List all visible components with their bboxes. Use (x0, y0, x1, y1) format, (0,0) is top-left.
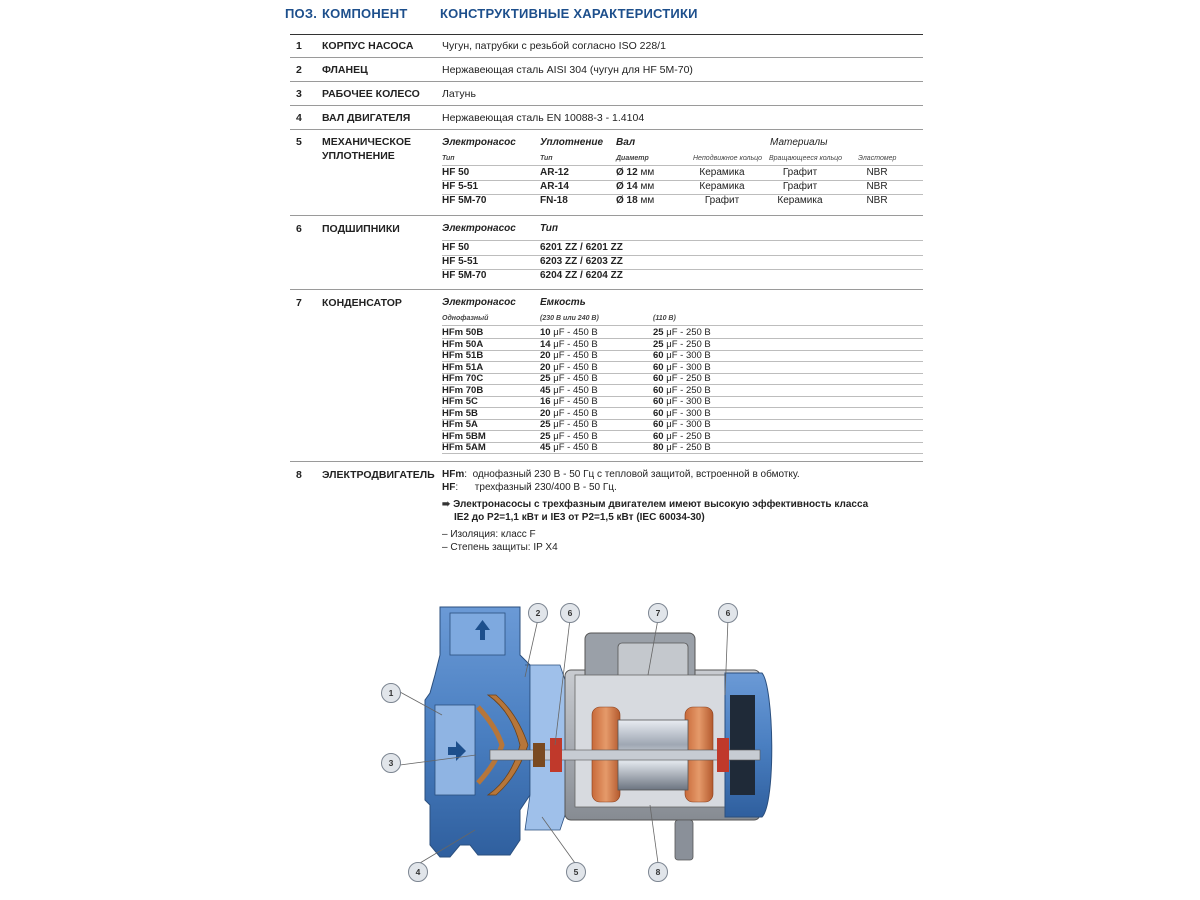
capacitor-table-divider (442, 325, 923, 326)
column-header-characteristics: КОНСТРУКТИВНЫЕ ХАРАКТЕРИСТИКИ (440, 6, 698, 21)
callout-6b: 6 (718, 603, 738, 623)
capacitor-row: HFm 5BM 25 μF - 450 В 60 μF - 250 В (442, 430, 711, 442)
arrow-icon: ➠ (442, 499, 451, 510)
mechanical-seal (533, 743, 545, 767)
callout-2: 2 (528, 603, 548, 623)
component-name: КОНДЕНСАТОР (322, 297, 402, 309)
column-header-pos: ПОЗ. (285, 6, 318, 21)
callout-5: 5 (566, 862, 586, 882)
capacitor-row: HFm 51B 20 μF - 450 В 60 μF - 300 В (442, 350, 711, 361)
seal-subheader-type: Тип (540, 155, 553, 162)
row-number: 8 (296, 469, 302, 481)
row-number: 3 (296, 88, 302, 100)
row-number: 5 (296, 136, 302, 148)
bearing-header-pump: Электронасос (442, 223, 516, 234)
seal-header-pump: Электронасос (442, 137, 516, 148)
motor-efficiency-note-line2: IE2 до P2=1,1 кВт и IE3 от P2=1,5 кВт (IEC 60034-30) (454, 512, 705, 523)
row-divider (290, 289, 923, 290)
capacitor-row: HFm 5A 25 μF - 450 В 60 μF - 300 В (442, 419, 711, 430)
row-number: 4 (296, 112, 302, 124)
pump-cross-section-diagram (370, 595, 810, 890)
row-divider (290, 129, 923, 130)
capacitor-header-pump: Электронасос (442, 297, 516, 308)
capacitor-row: HFm 51A 20 μF - 450 В 60 μF - 300 В (442, 361, 711, 373)
capacitor-row: HFm 70C 25 μF - 450 В 60 μF - 250 В (442, 373, 711, 384)
seal-subheader-type: Тип (442, 155, 455, 162)
seal-table-divider (442, 165, 923, 166)
row-divider (290, 105, 923, 106)
row-number: 6 (296, 223, 302, 235)
motor-insulation: – Изоляция: класс F (442, 529, 536, 540)
row-divider (290, 215, 923, 216)
component-name: ПОДШИПНИКИ (322, 223, 400, 235)
capacitor-subheader-single-phase: Однофазный (442, 315, 489, 322)
component-name-line1: МЕХАНИЧЕСКОЕ (322, 136, 412, 148)
capacitor-row: HFm 5B 20 μF - 450 В 60 μF - 300 В (442, 407, 711, 419)
seal-row: HF 5-51 AR-14 Ø 14 мм Керамика Графит NBR (442, 181, 888, 192)
motor-protection: – Степень защиты: IP X4 (442, 542, 558, 553)
row-divider (290, 81, 923, 82)
seal-row: HF 5M-70 FN-18 Ø 18 мм Графит Керамика NBR (442, 195, 888, 206)
component-name: ФЛАНЕЦ (322, 64, 368, 76)
row-number: 2 (296, 64, 302, 76)
seal-subheader-diameter: Диаметр (616, 155, 649, 162)
seal-subheader-elastomer: Эластомер (858, 155, 897, 162)
component-description: Нержавеющая сталь EN 10088-3 - 1.4104 (442, 112, 645, 124)
component-name: КОРПУС НАСОСА (322, 40, 414, 52)
capacitor-row: HFm 50A 14 μF - 450 В 25 μF - 250 В (442, 338, 711, 350)
callout-6a: 6 (560, 603, 580, 623)
capacitor-row: HFm 70B 45 μF - 450 В 60 μF - 250 В (442, 384, 711, 396)
component-description: Нержавеющая сталь AISI 304 (чугун для HF 5M-70) (442, 64, 693, 76)
column-header-component: КОМПОНЕНТ (322, 6, 408, 21)
bearing-row: HF 5M-70 6204 ZZ / 6204 ZZ (442, 270, 623, 281)
capacitor-row: HFm 5C 16 μF - 450 В 60 μF - 300 В (442, 396, 711, 407)
pump-body (425, 607, 530, 857)
component-description: Чугун, патрубки с резьбой согласно ISO 228/1 (442, 40, 666, 52)
capacitor-subheader-110v: (110 В) (653, 315, 676, 322)
header-divider (290, 34, 923, 35)
callout-1: 1 (381, 683, 401, 703)
row-divider (290, 57, 923, 58)
seal-header-shaft: Вал (616, 137, 636, 148)
bearing-rear (717, 738, 729, 772)
row-number: 1 (296, 40, 302, 52)
seal-subheader-fixed-ring: Неподвижное кольцо (693, 155, 763, 162)
component-description: Латунь (442, 88, 476, 100)
callout-8: 8 (648, 862, 668, 882)
callout-4: 4 (408, 862, 428, 882)
motor-efficiency-note: ➠ Электронасосы с трехфазным двигателем имеют высокую эффективность класса (442, 499, 869, 510)
row-divider (290, 461, 923, 462)
bearing-header-type: Тип (540, 223, 558, 234)
bearing-front (550, 738, 562, 772)
capacitor-header-capacity: Емкость (540, 297, 586, 308)
motor-line-single-phase: HFm: однофазный 230 В - 50 Гц с тепловой защитой, встроенной в обмотку. (442, 469, 800, 480)
callout-7: 7 (648, 603, 668, 623)
seal-header-materials: Материалы (770, 137, 828, 148)
bearing-table-divider (442, 240, 923, 241)
motor-line-three-phase: HF: трехфазный 230/400 В - 50 Гц. (442, 482, 617, 493)
bearing-row: HF 5-51 6203 ZZ / 6203 ZZ (442, 256, 623, 267)
component-name: ЭЛЕКТРОДВИГАТЕЛЬ (322, 469, 435, 481)
drain-plug (675, 820, 693, 860)
capacitor-row: HFm 5AM 45 μF - 450 В 80 μF - 250 В (442, 442, 711, 453)
bearing-row: HF 50 6201 ZZ / 6201 ZZ (442, 242, 623, 253)
seal-subheader-rotating-ring: Вращающееся кольцо (769, 155, 843, 162)
seal-row: HF 50 AR-12 Ø 12 мм Керамика Графит NBR (442, 167, 888, 178)
component-name: РАБОЧЕЕ КОЛЕСО (322, 88, 420, 100)
callout-3: 3 (381, 753, 401, 773)
capacitor-subheader-230v: (230 В или 240 В) (540, 315, 599, 322)
capacitor-row: HFm 50B 10 μF - 450 В 25 μF - 250 В (442, 327, 711, 338)
row-number: 7 (296, 297, 302, 309)
component-name: ВАЛ ДВИГАТЕЛЯ (322, 112, 411, 124)
capacitor-table-divider (442, 453, 923, 454)
component-name-line2: УПЛОТНЕНИЕ (322, 150, 395, 162)
seal-header-seal: Уплотнение (540, 137, 604, 148)
